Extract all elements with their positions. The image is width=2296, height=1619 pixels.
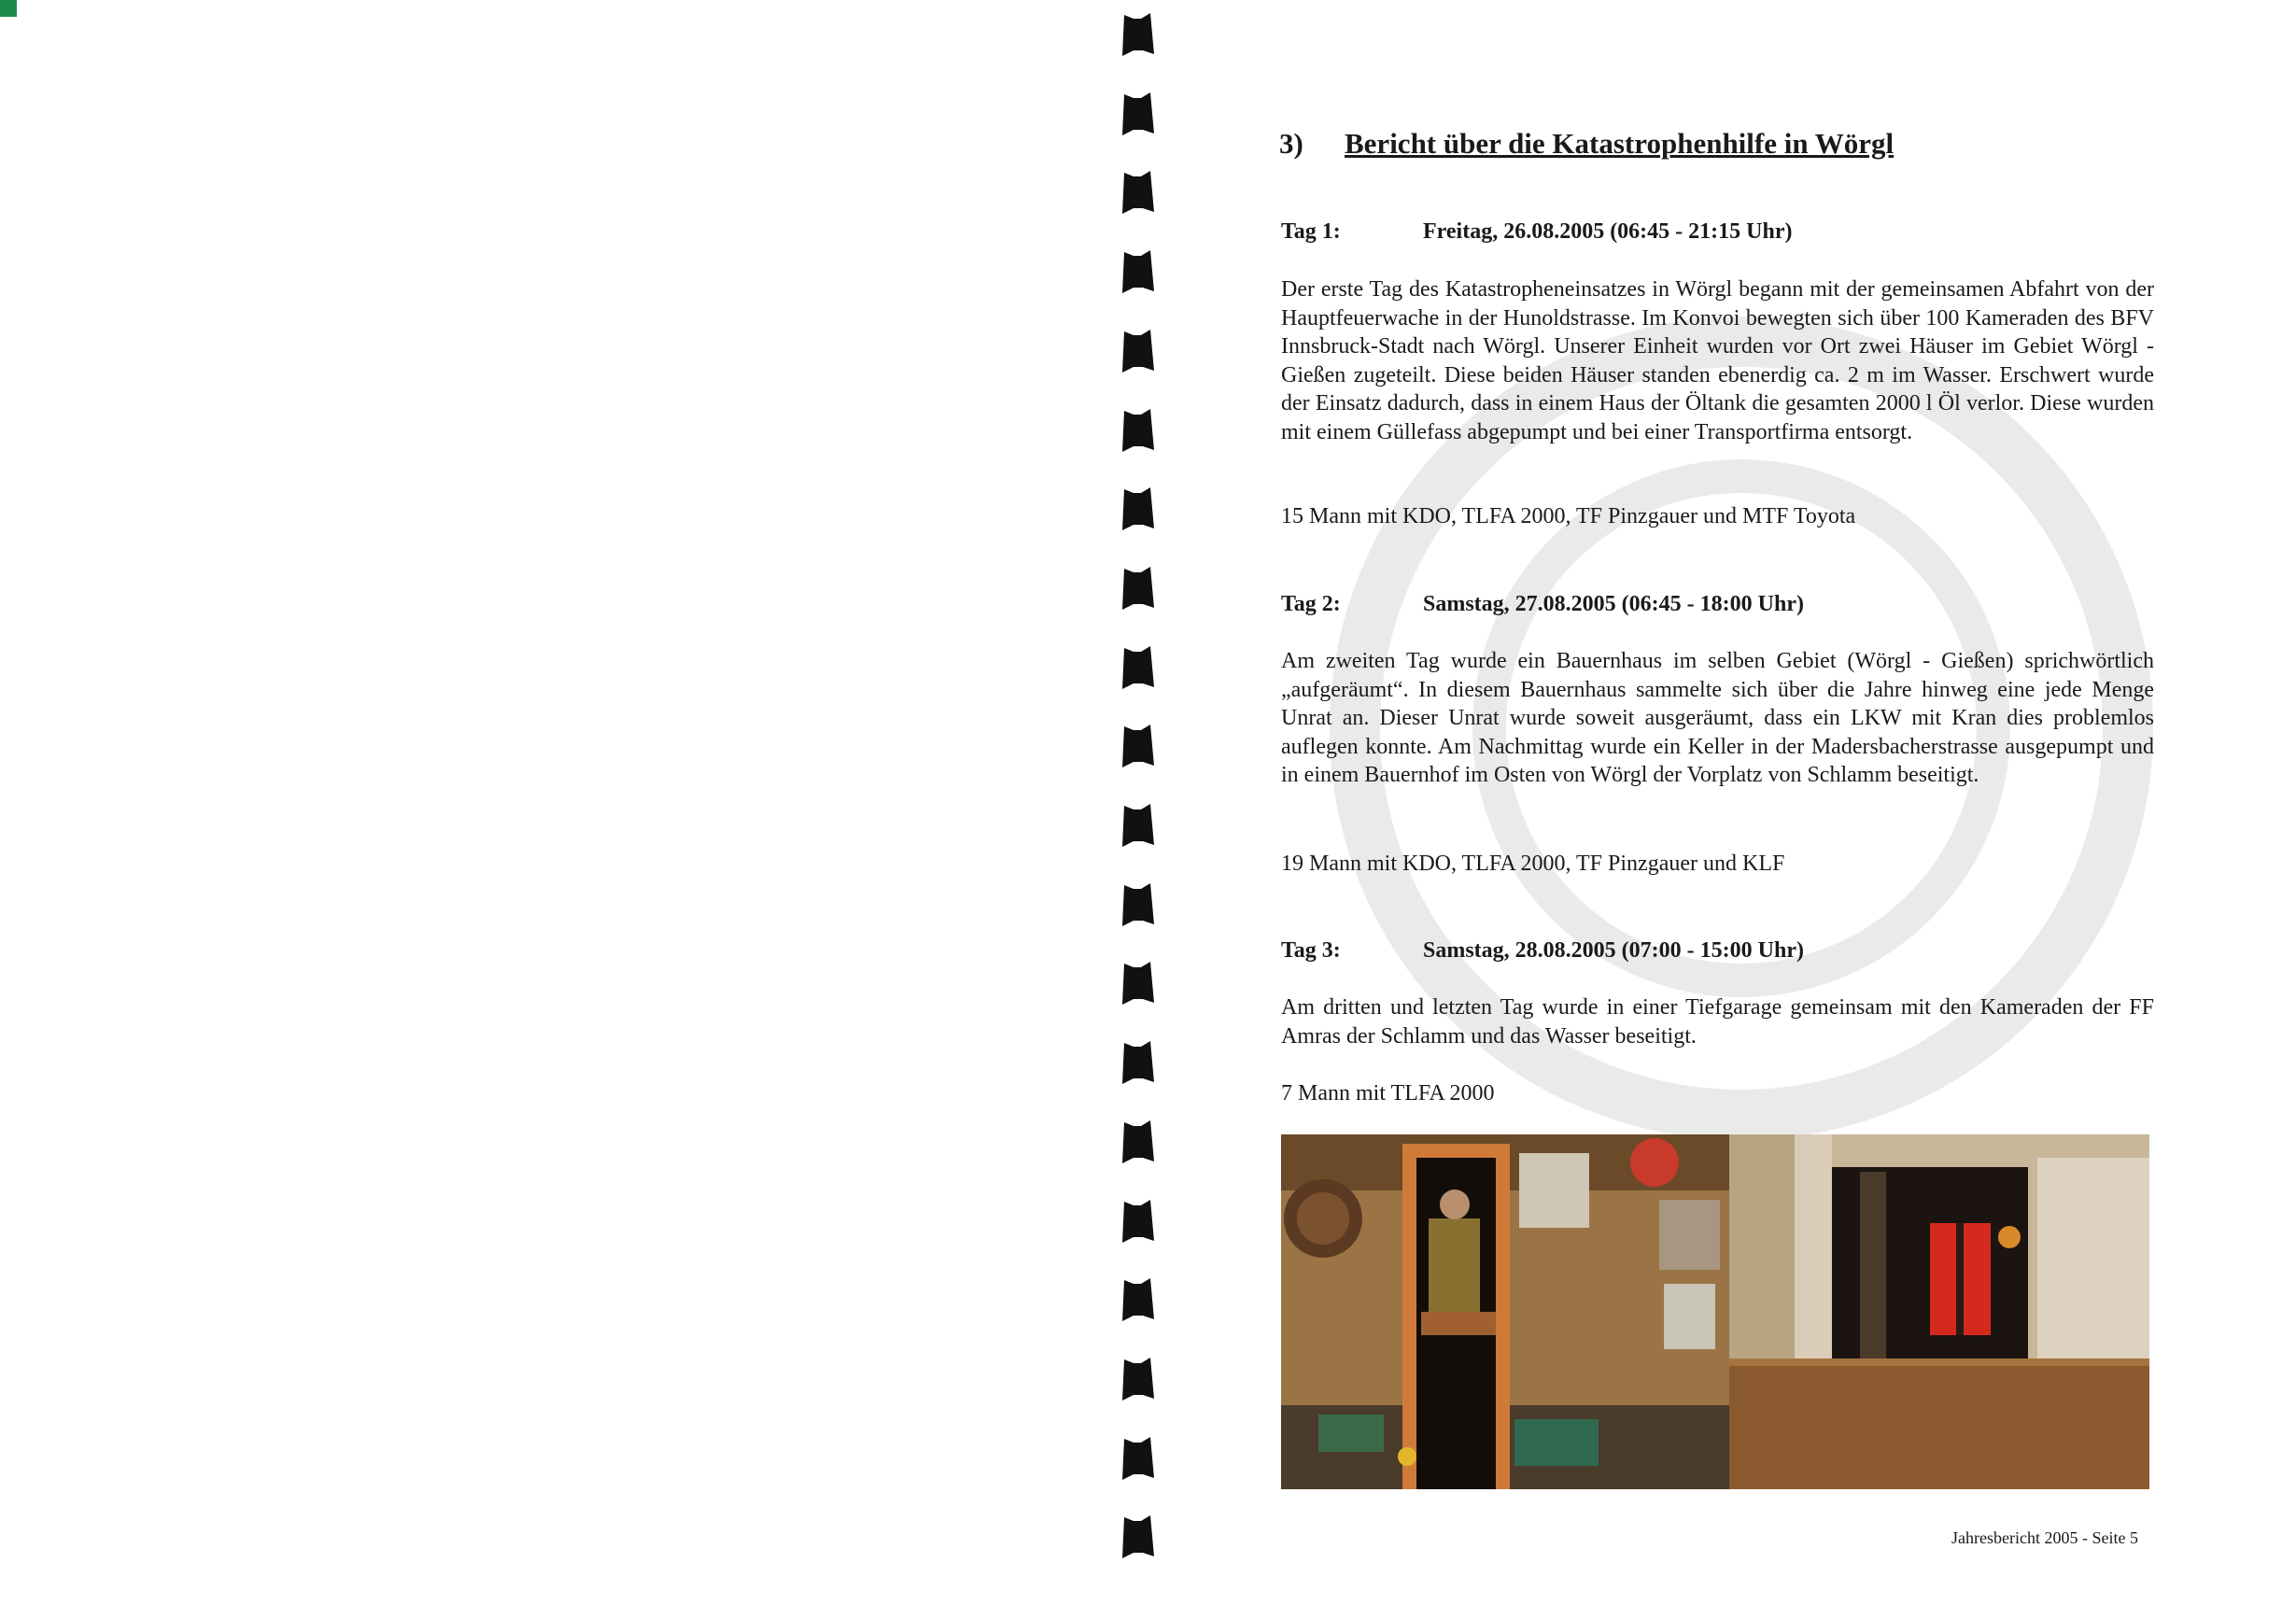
day-1-header — [1281, 219, 1792, 245]
day-1-label: Tag 1: — [1281, 219, 1341, 244]
binding-ring — [1115, 407, 1160, 454]
corner-color-mark — [0, 0, 17, 17]
photo-flooded-garage — [1729, 1134, 2149, 1489]
binding-ring — [1115, 1356, 1160, 1402]
binding-ring — [1115, 802, 1160, 849]
binding-ring — [1115, 1276, 1160, 1323]
day-3-report: Am dritten und letzten Tag wurde in einer Tiefgarage gemeinsam mit den Kameraden der FF Amras der Schlamm und das Wasser beseitigt. — [1281, 995, 2154, 1049]
day-2-header — [1281, 592, 1804, 617]
day-1-report: Der erste Tag des Katastropheneinsatzes in Wörgl begann mit der gemeinsamen Abfahrt von der Hauptfeuerwache in der Hunoldstrasse. Im Konvoi bewegten sich über 100 Kameraden des BFV Innsbruck-Stadt nach Wörgl. Unserer Einheit wurden vor Ort zwei Häuser im Gebiet Wörgl - Gießen zugeteilt. Diese beiden Häuser standen ebenerdig ca. 2 m im Wasser. Erschwert wurde der Einsatz dadurch, dass in einem Haus der Öltank die gesamten 2000 l Öl verlor. Diese wurden mit einem Güllefass abgepumpt und bei einer Transportfirma entsorgt. — [1281, 277, 2154, 444]
section-number: 3) — [1279, 127, 1303, 160]
binding-ring — [1115, 486, 1160, 532]
left-blank-page — [0, 0, 1102, 1619]
binding-ring — [1115, 723, 1160, 769]
section-title: Bericht über die Katastrophenhilfe in Wörgl — [1345, 127, 1895, 160]
day-2-label: Tag 2: — [1281, 592, 1341, 616]
day-2-report: Am zweiten Tag wurde ein Bauernhaus im selben Gebiet (Wörgl - Gießen) sprichwörtlich „aufgeräumt“. In diesem Bauernhaus sammelte sich über die Jahre hinweg eine jede Menge Unrat an. Dieser Unrat wurde soweit ausgeräumt, dass ein LKW mit Kran dies problemlos auflegen konnte. Am Nachmittag wurde ein Keller in der Madersbacherstrasse ausgepumpt und in einem Bauernhof im Osten von Wörgl der Vorplatz von Schlamm beseitigt. — [1281, 649, 2154, 787]
section-heading — [1279, 127, 1894, 161]
binding-ring — [1115, 881, 1160, 928]
spiral-binding — [1109, 0, 1175, 1619]
day-1-crew: 15 Mann mit KDO, TLFA 2000, TF Pinzgauer und MTF Toyota — [1281, 504, 1856, 528]
binding-ring — [1115, 328, 1160, 374]
binding-ring — [1115, 565, 1160, 612]
day-3-header — [1281, 938, 1804, 964]
photo-flooded-cellar — [1281, 1134, 1729, 1489]
binding-ring — [1115, 644, 1160, 691]
binding-ring — [1115, 1119, 1160, 1165]
page-footer: Jahresbericht 2005 - Seite 5 — [1951, 1528, 2138, 1547]
binding-ring — [1115, 248, 1160, 295]
binding-ring — [1115, 1198, 1160, 1245]
day-3-label: Tag 3: — [1281, 938, 1341, 963]
binding-ring — [1115, 1039, 1160, 1086]
day-2-date: Samstag, 27.08.2005 (06:45 - 18:00 Uhr) — [1423, 592, 1804, 616]
binding-ring — [1115, 1513, 1160, 1560]
binding-ring — [1115, 91, 1160, 137]
binding-ring — [1115, 960, 1160, 1007]
day-3-crew: 7 Mann mit TLFA 2000 — [1281, 1081, 1495, 1105]
binding-ring — [1115, 169, 1160, 216]
binding-ring — [1115, 1435, 1160, 1482]
day-3-date: Samstag, 28.08.2005 (07:00 - 15:00 Uhr) — [1423, 938, 1804, 963]
photo-strip — [1281, 1134, 2149, 1489]
day-2-crew: 19 Mann mit KDO, TLFA 2000, TF Pinzgauer und KLF — [1281, 852, 1785, 876]
report-page — [1181, 0, 2296, 1619]
binding-ring — [1115, 11, 1160, 58]
day-1-date: Freitag, 26.08.2005 (06:45 - 21:15 Uhr) — [1423, 219, 1793, 244]
